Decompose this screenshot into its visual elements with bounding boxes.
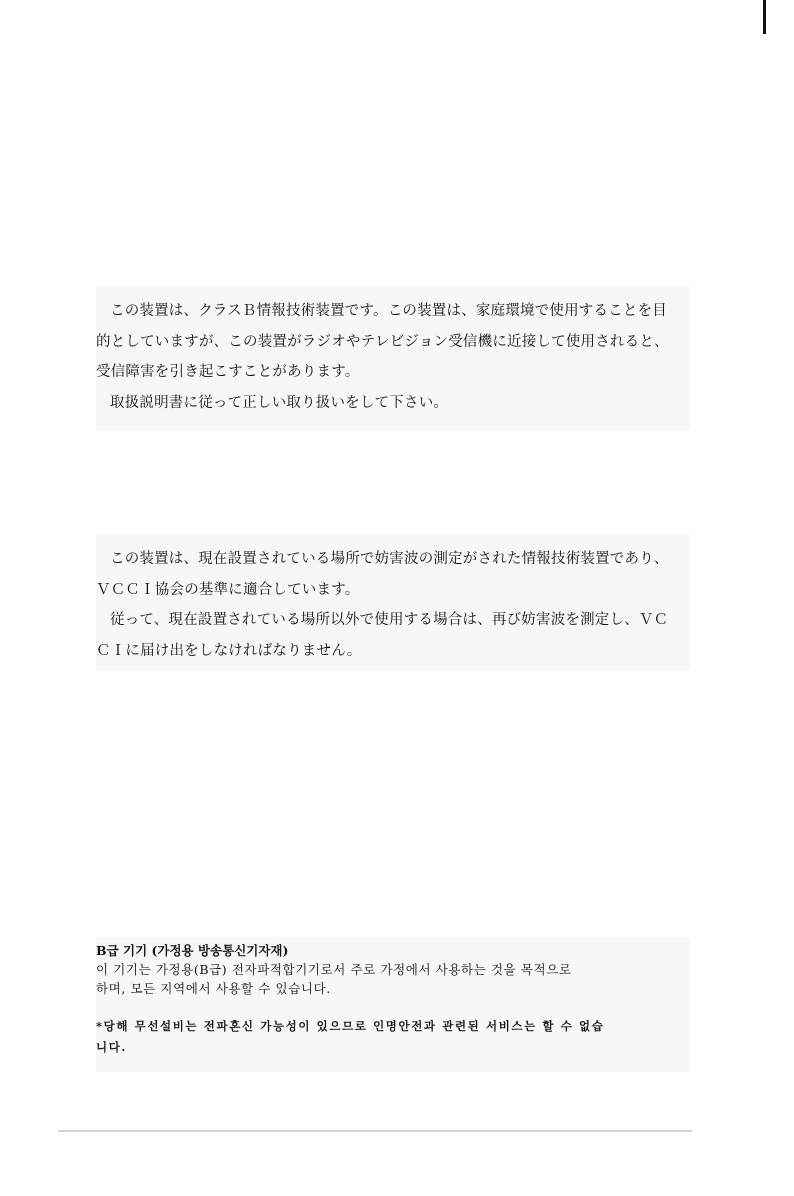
korea-notice-body-line: 하며, 모든 지역에서 사용할 수 있습니다. — [96, 981, 331, 996]
korea-notice-title: B급 기기 (가정용 방송통신기자재) — [96, 943, 289, 958]
footer-divider — [58, 1130, 692, 1132]
vcci-notice-line: この装置は、クラスＢ情報技術装置です。この装置は、家庭環境で使用することを目 — [110, 303, 668, 319]
korea-notice-body-line: 이 기기는 가정용(B급) 전자파적합기기로서 주로 가정에서 사용하는 것을 목적으로 — [96, 962, 572, 977]
vcci-measurement-line: 従って、現在設置されている場所以外で使用する場合は、再び妨害波を測定し、ＶＣ — [110, 612, 669, 628]
korea-warning-line: *당해 무선설비는 전파혼신 가능성이 있으므로 인명안전과 관련된 서비스는 할 수 없습 — [96, 1019, 605, 1033]
korea-notice-warning — [96, 1016, 690, 1058]
page-corner-mark — [763, 0, 766, 34]
korea-class-b-notice — [96, 938, 690, 1072]
vcci-measurement-line: ＣＩに届け出をしなければなりません。 — [96, 642, 362, 659]
vcci-notice-line: 的としていますが、この装置がラジオやテレビジョン受信機に近接して使用されると、 — [96, 333, 669, 350]
vcci-class-b-notice — [96, 286, 690, 430]
korea-warning-line: 니다. — [96, 1040, 128, 1054]
vcci-measurement-notice — [96, 534, 690, 670]
vcci-notice-line: 取扱説明書に従って正しい取り扱いをして下さい。 — [110, 394, 449, 411]
vcci-measurement-line: この装置は、現在設置されている場所で妨害波の測定がされた情報技術装置であり、 — [110, 551, 669, 567]
vcci-notice-line: 受信障害を引き起こすことがあります。 — [96, 364, 360, 380]
vcci-measurement-line: ＶＣＣＩ協会の基準に適合しています。 — [96, 581, 360, 598]
